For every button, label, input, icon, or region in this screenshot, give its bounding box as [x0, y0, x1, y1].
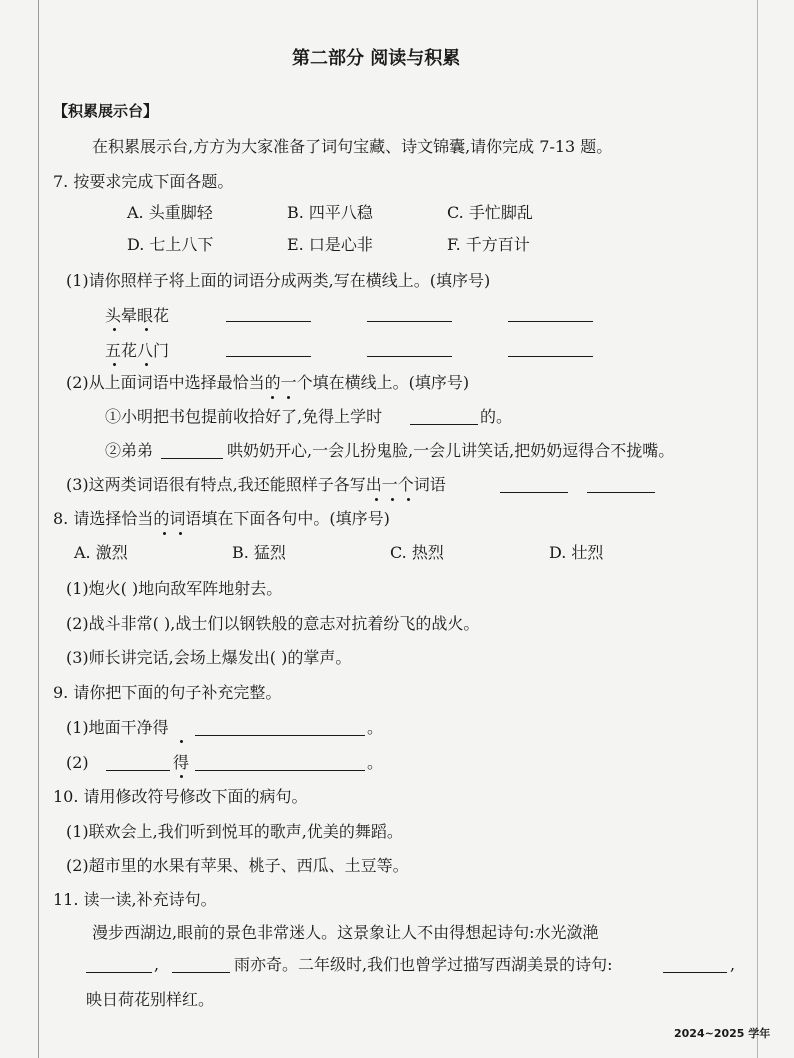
- q11-comma: ,: [154, 955, 160, 974]
- binding-line-left: [38, 0, 39, 1058]
- q7-blank-2b[interactable]: [367, 356, 452, 357]
- q7-part3-instruction: (3)这两类词语很有特点,我还能照样子各写出一个词语: [66, 475, 446, 494]
- q8-sentence-1: (1)炮火( )地向敌军阵地射去。: [66, 579, 283, 598]
- emphasis-dot: [287, 396, 290, 399]
- emphasis-dot: [113, 328, 116, 331]
- q11-blank-2[interactable]: [172, 972, 230, 973]
- emphasis-dot: [145, 328, 148, 331]
- q11-line-2: 雨亦奇。二年级时,我们也曾学过描写西湖美景的诗句:: [234, 955, 613, 974]
- emphasis-dot: [391, 498, 394, 501]
- section-label: 【积累展示台】: [53, 102, 159, 120]
- q7-example-1: 头晕眼花: [105, 306, 170, 325]
- emphasis-dot: [271, 396, 274, 399]
- q9-sentence-2-start: (2): [66, 753, 89, 772]
- q11-line-3: 映日荷花别样红。: [86, 990, 215, 1009]
- q7-blank-sentence-2[interactable]: [161, 458, 223, 459]
- page-title: 第二部分 阅读与积累: [292, 48, 461, 69]
- footer-school-year: 2024~2025 学年: [674, 1027, 771, 1040]
- q7-example-2: 五花八门: [105, 341, 170, 360]
- q7-part1-instruction: (1)请你照样子将上面的词语分成两类,写在横线上。(填序号): [66, 271, 491, 290]
- q8-sentence-2: (2)战斗非常( ),战士们以钢铁般的意志对抗着纷飞的战火。: [66, 614, 480, 633]
- emphasis-dot: [180, 775, 183, 778]
- q7-blank-1c[interactable]: [508, 321, 593, 322]
- q9-blank-2b[interactable]: [195, 770, 365, 771]
- q7-option-f: F. 千方百计: [447, 235, 530, 254]
- q8-option-d: D. 壮烈: [549, 543, 604, 562]
- q7-sentence-2-end: 哄奶奶开心,一会儿扮鬼脸,一会儿讲笑话,把奶奶逗得合不拢嘴。: [227, 441, 675, 460]
- q9-blank-1[interactable]: [195, 735, 365, 736]
- q7-blank-1a[interactable]: [226, 321, 311, 322]
- emphasis-dot: [407, 498, 410, 501]
- q9-sentence-1: (1)地面干净得: [66, 718, 169, 737]
- q7-blank-part3-a[interactable]: [500, 492, 568, 493]
- q10-sentence-1: (1)联欢会上,我们听到悦耳的歌声,优美的舞蹈。: [66, 822, 403, 841]
- q7-stem: 7. 按要求完成下面各题。: [53, 172, 234, 191]
- q8-option-a: A. 激烈: [74, 543, 128, 562]
- q7-blank-2c[interactable]: [508, 356, 593, 357]
- q7-blank-sentence-1[interactable]: [410, 424, 478, 425]
- q7-sentence-1-end: 的。: [480, 407, 513, 426]
- emphasis-dot: [145, 363, 148, 366]
- emphasis-dot: [179, 532, 182, 535]
- q11-comma-2: ,: [730, 955, 736, 974]
- emphasis-dot: [375, 498, 378, 501]
- q7-option-a: A. 头重脚轻: [127, 203, 213, 222]
- q8-option-b: B. 猛烈: [232, 543, 286, 562]
- q11-blank-1[interactable]: [86, 972, 152, 973]
- q7-sentence-1-start: ①小明把书包提前收拾好了,免得上学时: [105, 407, 383, 426]
- q9-blank-2a[interactable]: [106, 770, 170, 771]
- q11-blank-3[interactable]: [663, 972, 727, 973]
- emphasis-dot: [113, 363, 116, 366]
- intro-text: 在积累展示台,方方为大家准备了词句宝藏、诗文锦囊,请你完成 7-13 题。: [92, 137, 613, 156]
- q8-sentence-3: (3)师长讲完话,会场上爆发出( )的掌声。: [66, 648, 352, 667]
- q7-blank-part3-b[interactable]: [587, 492, 655, 493]
- q9-sentence-2-mid: 得: [173, 753, 190, 772]
- q7-blank-2a[interactable]: [226, 356, 311, 357]
- q11-line-1: 漫步西湖边,眼前的景色非常迷人。这景象让人不由得想起诗句:水光潋滟: [92, 923, 599, 942]
- q7-blank-1b[interactable]: [367, 321, 452, 322]
- emphasis-dot: [180, 740, 183, 743]
- q8-option-c: C. 热烈: [390, 543, 444, 562]
- q7-option-c: C. 手忙脚乱: [447, 203, 533, 222]
- q8-stem: 8. 请选择恰当的词语填在下面各句中。(填序号): [53, 509, 390, 528]
- q7-sentence-2-start: ②弟弟: [105, 441, 154, 460]
- q9-stem: 9. 请你把下面的句子补充完整。: [53, 683, 282, 702]
- binding-line-right: [757, 0, 758, 1058]
- q9-period-1: 。: [367, 718, 384, 737]
- q10-stem: 10. 请用修改符号修改下面的病句。: [53, 787, 308, 806]
- q7-option-e: E. 口是心非: [287, 235, 373, 254]
- q7-part2-instruction: (2)从上面词语中选择最恰当的一个填在横线上。(填序号): [66, 373, 470, 392]
- q7-option-b: B. 四平八稳: [287, 203, 373, 222]
- emphasis-dot: [163, 532, 166, 535]
- q7-option-d: D. 七上八下: [127, 235, 214, 254]
- q10-sentence-2: (2)超市里的水果有苹果、桃子、西瓜、土豆等。: [66, 856, 409, 875]
- q11-stem: 11. 读一读,补充诗句。: [53, 890, 217, 909]
- q9-period-2: 。: [367, 753, 384, 772]
